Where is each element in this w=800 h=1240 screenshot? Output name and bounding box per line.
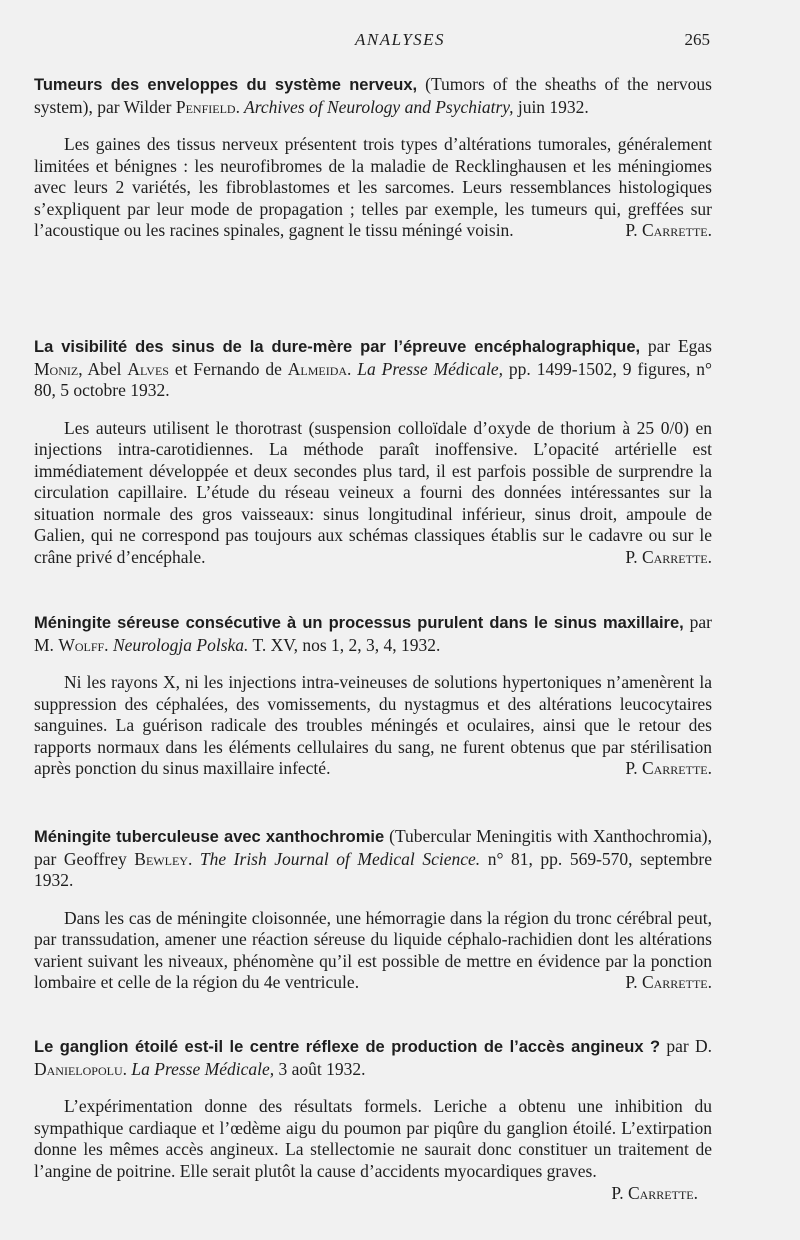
article-1 — [34, 74, 712, 242]
signature: P. Carrette. — [625, 972, 712, 993]
article-title: Le ganglion étoilé est-il le centre réflexe de production de l’accès angineux ? — [34, 1038, 661, 1056]
author-name: Bewley. — [134, 848, 193, 869]
page-number: 265 — [684, 30, 710, 49]
running-title: ANALYSES — [354, 30, 446, 49]
article-body: Ni les rayons X, ni les injections intra-veineuses de solutions hypertoniques n’amenèrent la suppression des céphalées, des vomissements, du nystagmus et des altérations leucocytaires sanguines. La guérison radicale des troubles méningés et oculaires, ainsi que le retour des rapports normaux dans les éléments cellulaires du sang, ne furent obtenus que par stérilisation après ponction du sinus maxillaire infecté. P. Carrette. — [34, 672, 712, 779]
article-body: L’expérimentation donne des résultats formels. Leriche a obtenu une inhibition du sympathique cardiaque et l’œdème aigu du poumon par piqûre du ganglion étoilé. L’extirpation donne les mêmes accès angineux. La stellectomie ne saurait donc constituer un traitement de l’angine de poitrine. Elle serait plutôt la cause d’accidents myocardiques graves. — [34, 1096, 712, 1181]
article-3 — [34, 612, 712, 780]
author-name: Wolff. — [58, 634, 109, 655]
article-title: Tumeurs des enveloppes du système nerveux, — [34, 76, 418, 94]
article-title: Méningite séreuse consécutive à un processus purulent dans le sinus maxillaire, — [34, 614, 684, 632]
author-name: Almeida. — [287, 358, 352, 379]
signature: P. Carrette. — [625, 220, 712, 241]
journal-name: Archives of Neurology and Psychiatry, — [239, 96, 514, 117]
article-body: Les auteurs utilisent le thorotrast (suspension colloïdale d’oxyde de thorium à 25 0/0) en injections intra-carotidiennes. La méthode paraît inoffensive. L’opacité artérielle est immédiatement développée et deux secondes plus tard, il est parfois possible de surprendre la circulation capillaire. L’étude du réseau veineux a fourni des données intéressantes sur la situation normale des gros vaisseaux: sinus longitudinal inférieur, sinus droit, ampoule de Galien, qui ne correspond pas toujours aux schémas classiques établis sur le cadavre ou sur le crâne privé d’encéphale. P. Carrette. — [34, 417, 712, 568]
journal-name: The Irish Journal of Medical Science. — [192, 848, 481, 869]
article-2 — [34, 336, 712, 569]
article-title: Méningite tuberculeuse avec xanthochromie — [34, 828, 385, 846]
article-body: Dans les cas de méningite cloisonnée, une hémorragie dans la région du tronc cérébral peut, par transsudation, amener une réaction séreuse du liquide céphalo-rachidien dont les altérations varient suivant les niveaux, phénomène qu’il est possible de mettre en évidence par la ponction lombaire et celle de la région du 4e ventricule. P. Carrette. — [34, 907, 712, 993]
journal-name: La Presse Médicale, — [127, 1058, 275, 1079]
author-name: Danielopolu. — [34, 1058, 128, 1079]
article-reference: Méningite séreuse consécutive à un processus purulent dans le sinus maxillaire, par M. Wolff. Neurologja Polska. T. XV, nos 1, 2, 3, 4, 1932. — [34, 612, 712, 655]
article-reference: Tumeurs des enveloppes du système nerveux, (Tumors of the sheaths of the nervous system), par Wilder Penfield. Archives of Neurology and Psychiatry, juin 1932. — [34, 74, 712, 117]
article-4 — [34, 826, 712, 994]
author-name: Alves — [127, 358, 169, 379]
signature: P. Carrette. — [625, 547, 712, 568]
running-head — [0, 30, 800, 54]
article-5 — [34, 1036, 712, 1204]
article-reference: Méningite tuberculeuse avec xanthochromie (Tubercular Meningitis with Xanthochromia), par Geoffrey Bewley. The Irish Journal of Medical Science. n° 81, pp. 569-570, septembre 1932. — [34, 826, 713, 890]
article-title: La visibilité des sinus de la dure-mère par l’épreuve encéphalographique, — [34, 338, 641, 356]
journal-name: Neurologja Polska. — [108, 634, 249, 655]
signature: P. Carrette. — [625, 758, 712, 779]
signature: P. Carrette. — [611, 1183, 698, 1204]
article-reference: Le ganglion étoilé est-il le centre réflexe de production de l’accès angineux ? par D. Danielopolu. La Presse Médicale, 3 août 1932. — [34, 1036, 712, 1079]
author-name: Penfield. — [175, 96, 240, 117]
article-reference: La visibilité des sinus de la dure-mère par l’épreuve encéphalographique, par Egas Moniz, Abel Alves et Fernando de Almeida. La Presse Médicale, pp. 1499-1502, 9 figures, n° 80, 5 octobre 1932. — [34, 336, 713, 400]
author-name: Moniz, — [34, 358, 83, 379]
journal-name: La Presse Médicale, — [351, 358, 504, 379]
article-body: Les gaines des tissus nerveux présentent trois types d’altérations tumorales, généralement limitées et bénignes : les neurofibromes de la maladie de Recklinghausen et les méningiomes avec leurs 2 variétés, les fibroblastomes et les sarcomes. Leurs ressemblances histologiques s’expliquent par leur mode de propagation ; telles par exemple, les tumeurs qui, greffées sur l’acoustique ou les racines spinales, gagnent le tissu méningé voisin. P. Carrette. — [34, 134, 712, 241]
